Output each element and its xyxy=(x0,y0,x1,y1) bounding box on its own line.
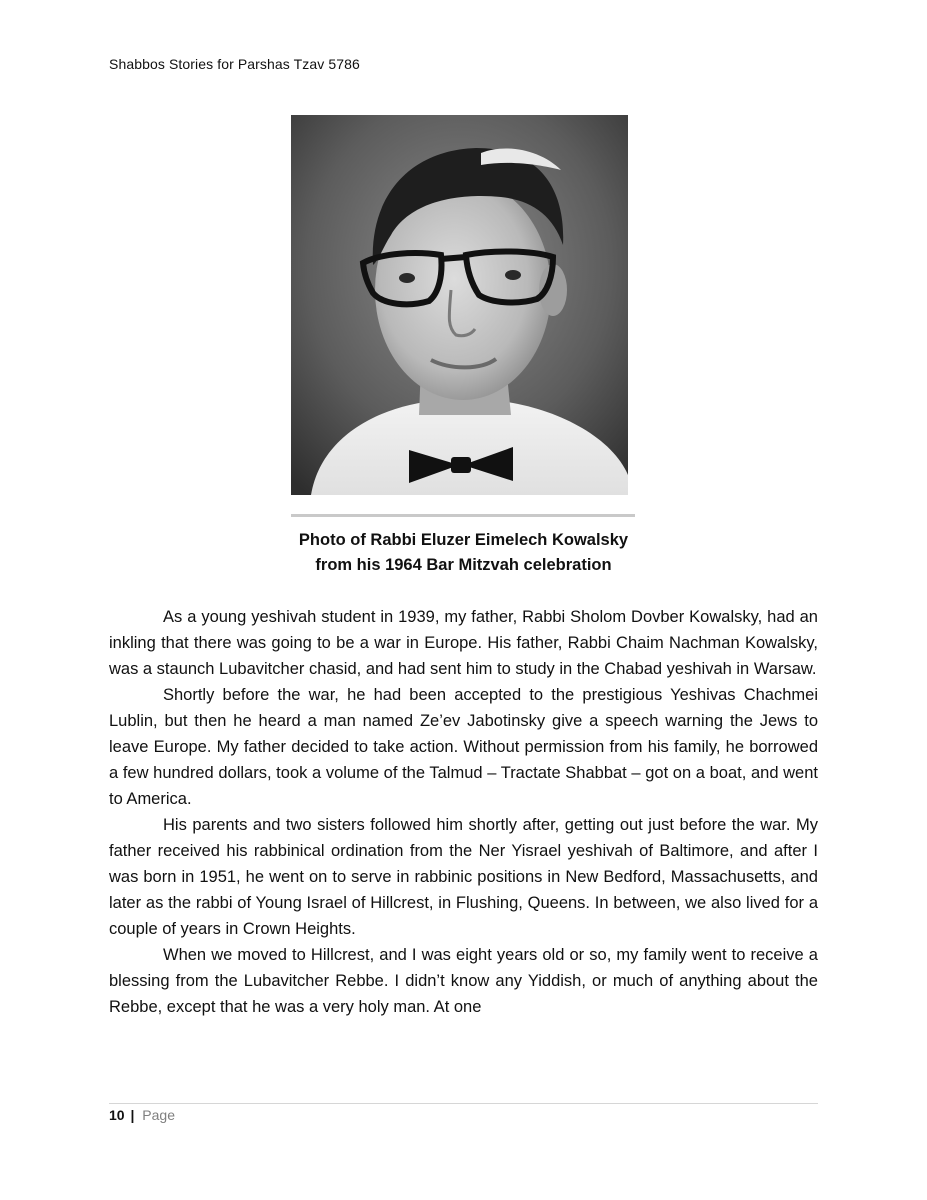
story-body xyxy=(109,604,818,1020)
portrait-photo-icon xyxy=(291,115,628,495)
paragraph-1: As a young yeshivah student in 1939, my father, Rabbi Sholom Dovber Kowalsky, had an inkling that there was going to be a war in Europe. His father, Rabbi Chaim Nachman Kowalsky, was a staunch Lubavitcher chasid, and had sent him to study in the Chabad yeshivah in Warsaw. xyxy=(109,608,818,678)
caption-line-1: Photo of Rabbi Eluzer Eimelech Kowalsky xyxy=(298,531,629,549)
bar-mitzvah-photo xyxy=(291,115,628,495)
photo-bottom-rule xyxy=(291,514,635,517)
photo-caption xyxy=(200,528,727,578)
caption-line-2: from his 1964 Bar Mitzvah celebration xyxy=(315,556,612,574)
paragraph-3: His parents and two sisters followed him shortly after, getting out just before the war. My father received his rabbinical ordination from the Ner Yisrael yeshivah of Baltimore, and after I was born in 1951, he went on to serve in rabbinic positions in New Bedford, Massachusetts, and later as the rabbi of Young Israel of Hillcrest, in Flushing, Queens. In between, we also lived for a couple of years in Crown Heights. xyxy=(109,816,818,938)
page-number: 10 xyxy=(109,1107,125,1123)
footer-separator: | xyxy=(130,1107,135,1123)
paragraph-2: Shortly before the war, he had been accepted to the prestigious Yeshivas Chachmei Lublin, but then he heard a man named Ze’ev Jabotinsky give a speech warning the Jews to leave Europe. My father decided to take action. Without permission from his family, he borrowed a few hundred dollars, took a volume of the Talmud – Tractate Shabbat – got on a boat, and went to America. xyxy=(109,686,818,808)
page-label: Page xyxy=(142,1107,175,1123)
running-header: Shabbos Stories for Parshas Tzav 5786 xyxy=(109,56,360,72)
page-footer xyxy=(109,1107,175,1123)
footer-rule xyxy=(109,1103,818,1104)
paragraph-4: When we moved to Hillcrest, and I was eight years old or so, my family went to receive a blessing from the Lubavitcher Rebbe. I didn’t know any Yiddish, or much of anything about the Rebbe, except that he was a very holy man. At one xyxy=(109,946,818,1016)
